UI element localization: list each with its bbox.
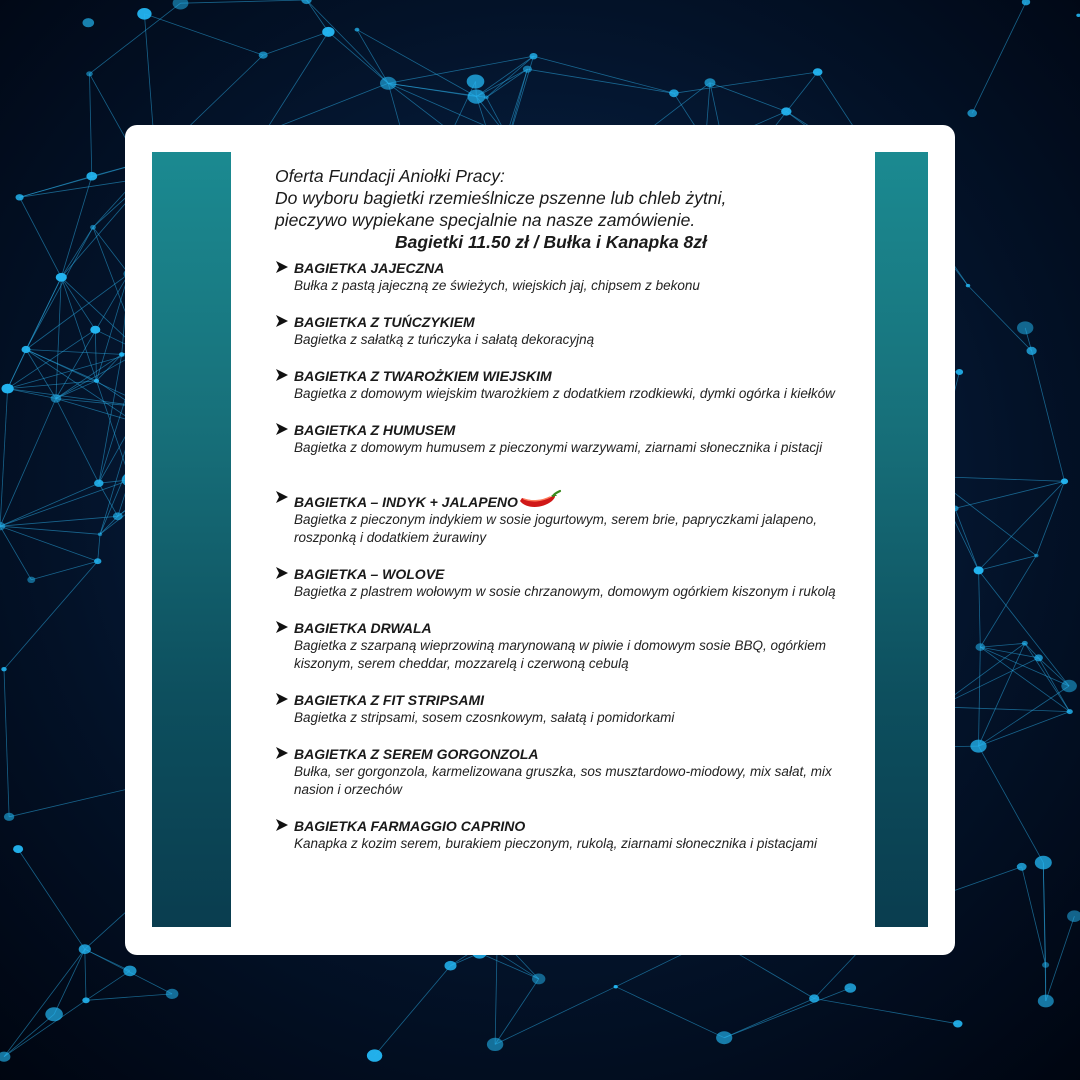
menu-item-description: Bagietka z szarpaną wieprzowiną marynowaną w piwie i domowym sosie BBQ, ogórkiem kiszonym, serem cheddar, mozzarelą i czerwoną cebulą <box>294 638 826 671</box>
arrowhead-icon <box>275 260 289 274</box>
menu-item-description: Kanapka z kozim serem, burakiem pieczonym, rukolą, ziarnami słonecznika i pistacjami <box>294 836 817 851</box>
menu-item-description: Bułka z pastą jajeczną ze świeżych, wiejskich jaj, chipsem z bekonu <box>294 278 700 293</box>
menu-item-description: Bagietka z pieczonym indykiem w sosie jogurtowym, serem brie, papryczkami jalapeno, roszponką i dodatkiem żurawiny <box>294 512 817 545</box>
menu-item-description: Bułka, ser gorgonzola, karmelizowana gruszka, sos musztardowo-miodowy, mix sałat, mix nasion i orzechów <box>294 764 832 797</box>
menu-item <box>275 565 865 601</box>
menu-item-title-text: BAGIETKA – INDYK + JALAPENO <box>294 494 518 510</box>
menu-item-description: Bagietka z stripsami, sosem czosnkowym, sałatą i pomidorkami <box>294 710 675 725</box>
arrowhead-icon <box>275 422 289 436</box>
offer-line-3: pieczywo wypiekane specjalnie na nasze zamówienie. <box>275 210 696 230</box>
menu-item-description: Bagietka z plastrem wołowym w sosie chrzanowym, domowym ogórkiem kiszonym i rukolą <box>294 584 836 599</box>
menu-content <box>275 165 865 871</box>
menu-item-title: BAGIETKA Z TUŃCZYKIEM <box>294 314 475 330</box>
arrowhead-icon <box>275 368 289 382</box>
menu-item <box>275 489 865 547</box>
menu-item <box>275 259 865 295</box>
menu-item <box>275 367 865 403</box>
menu-item-title: BAGIETKA JAJECZNA <box>294 260 445 276</box>
offer-title: Oferta Fundacji Aniołki Pracy: <box>275 166 505 186</box>
menu-items <box>275 259 865 853</box>
menu-item-title: BAGIETKA DRWALA <box>294 620 432 636</box>
arrowhead-icon <box>275 314 289 328</box>
arrowhead-icon <box>275 490 289 504</box>
chili-pepper-icon <box>518 489 562 511</box>
menu-item-title: BAGIETKA Z SEREM GORGONZOLA <box>294 746 539 762</box>
left-decorative-strip <box>152 152 231 927</box>
menu-item-title: BAGIETKA – WOLOVE <box>294 566 445 582</box>
arrowhead-icon <box>275 692 289 706</box>
arrowhead-icon <box>275 746 289 760</box>
menu-card <box>125 125 955 955</box>
offer-line-2: Do wyboru bagietki rzemieślnicze pszenne lub chleb żytni, <box>275 188 727 208</box>
menu-item <box>275 313 865 349</box>
menu-item <box>275 619 865 673</box>
menu-item-description: Bagietka z domowym wiejskim twarożkiem z dodatkiem rzodkiewki, dymki ogórka i kiełków <box>294 386 835 401</box>
menu-item-title: BAGIETKA Z TWAROŻKIEM WIEJSKIM <box>294 368 552 384</box>
menu-item-title: BAGIETKA FARMAGGIO CAPRINO <box>294 818 526 834</box>
menu-item-description: Bagietka z domowym humusem z pieczonymi warzywami, ziarnami słonecznika i pistacji <box>294 440 823 455</box>
arrowhead-icon <box>275 818 289 832</box>
price-line: Bagietki 11.50 zł / Bułka i Kanapka 8zł <box>395 232 707 252</box>
arrowhead-icon <box>275 620 289 634</box>
menu-item-title: BAGIETKA Z FIT STRIPSAMI <box>294 692 485 708</box>
menu-item-title <box>294 489 865 511</box>
menu-item <box>275 421 865 457</box>
menu-item <box>275 745 865 799</box>
menu-item-description: Bagietka z sałatką z tuńczyka i sałatą dekoracyjną <box>294 332 595 347</box>
menu-item <box>275 691 865 727</box>
right-decorative-strip <box>875 152 928 927</box>
menu-item <box>275 817 865 853</box>
arrowhead-icon <box>275 566 289 580</box>
menu-item-title: BAGIETKA Z HUMUSEM <box>294 422 456 438</box>
